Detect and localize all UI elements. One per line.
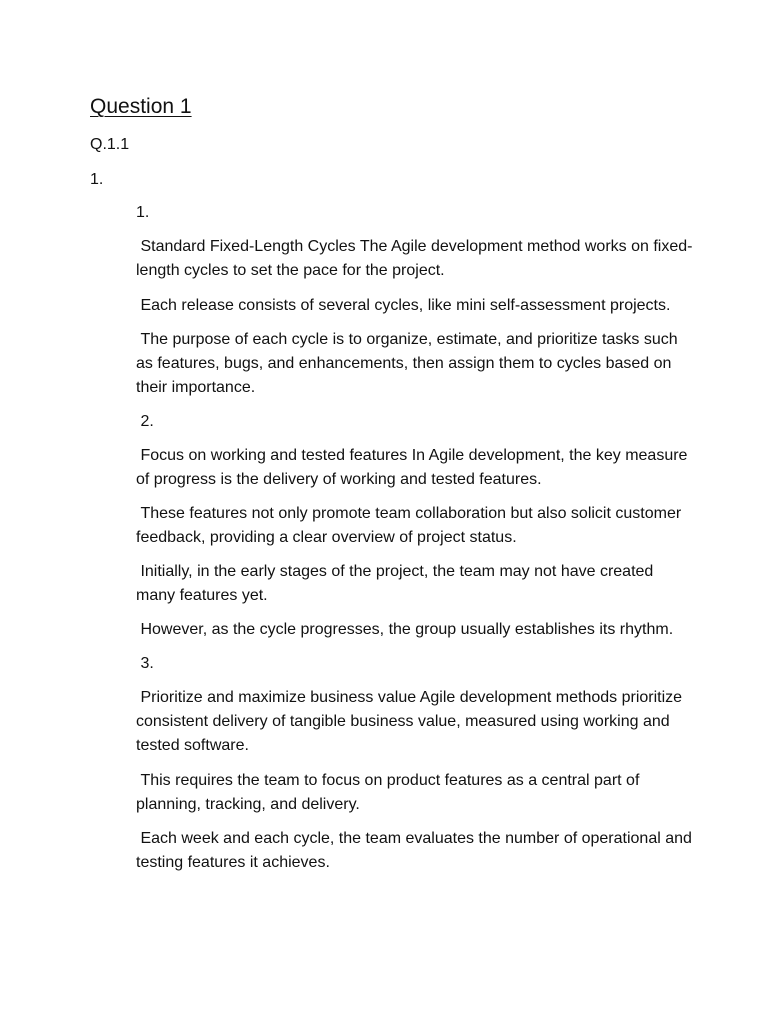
paragraph: These features not only promote team collaboration but also solicit customer feedback, providing a clear overview of project status. — [136, 505, 686, 546]
paragraph: This requires the team to focus on product features as a central part of planning, tracking, and delivery. — [136, 772, 644, 813]
paragraph: Focus on working and tested features In Agile development, the key measure of progress is the delivery of working and tested features. — [136, 447, 692, 488]
paragraph: Prioritize and maximize business value Agile development methods prioritize consistent delivery of tangible business value, measured using working and tested software. — [136, 689, 687, 754]
paragraph: Standard Fixed-Length Cycles The Agile development method works on fixed-length cycles to set the pace for the project. — [136, 238, 693, 279]
paragraph: Each release consists of several cycles, like mini self-assessment projects. — [136, 297, 671, 314]
paragraph: The purpose of each cycle is to organize, estimate, and prioritize tasks such as features, bugs, and enhancements, then assign them to cycles based on their importance. — [136, 331, 683, 396]
item-number: 3. — [136, 655, 154, 672]
paragraph: Each week and each cycle, the team evaluates the number of operational and testing features it achieves. — [136, 830, 697, 871]
list-number: 1. — [90, 171, 104, 188]
question-heading: Question 1 — [90, 95, 192, 118]
item-number: 1. — [136, 204, 150, 221]
paragraph: Initially, in the early stages of the project, the team may not have created many features yet. — [136, 563, 658, 604]
sub-question-label: Q.1.1 — [90, 136, 130, 153]
item-number: 2. — [136, 413, 154, 430]
paragraph: However, as the cycle progresses, the group usually establishes its rhythm. — [136, 621, 674, 638]
